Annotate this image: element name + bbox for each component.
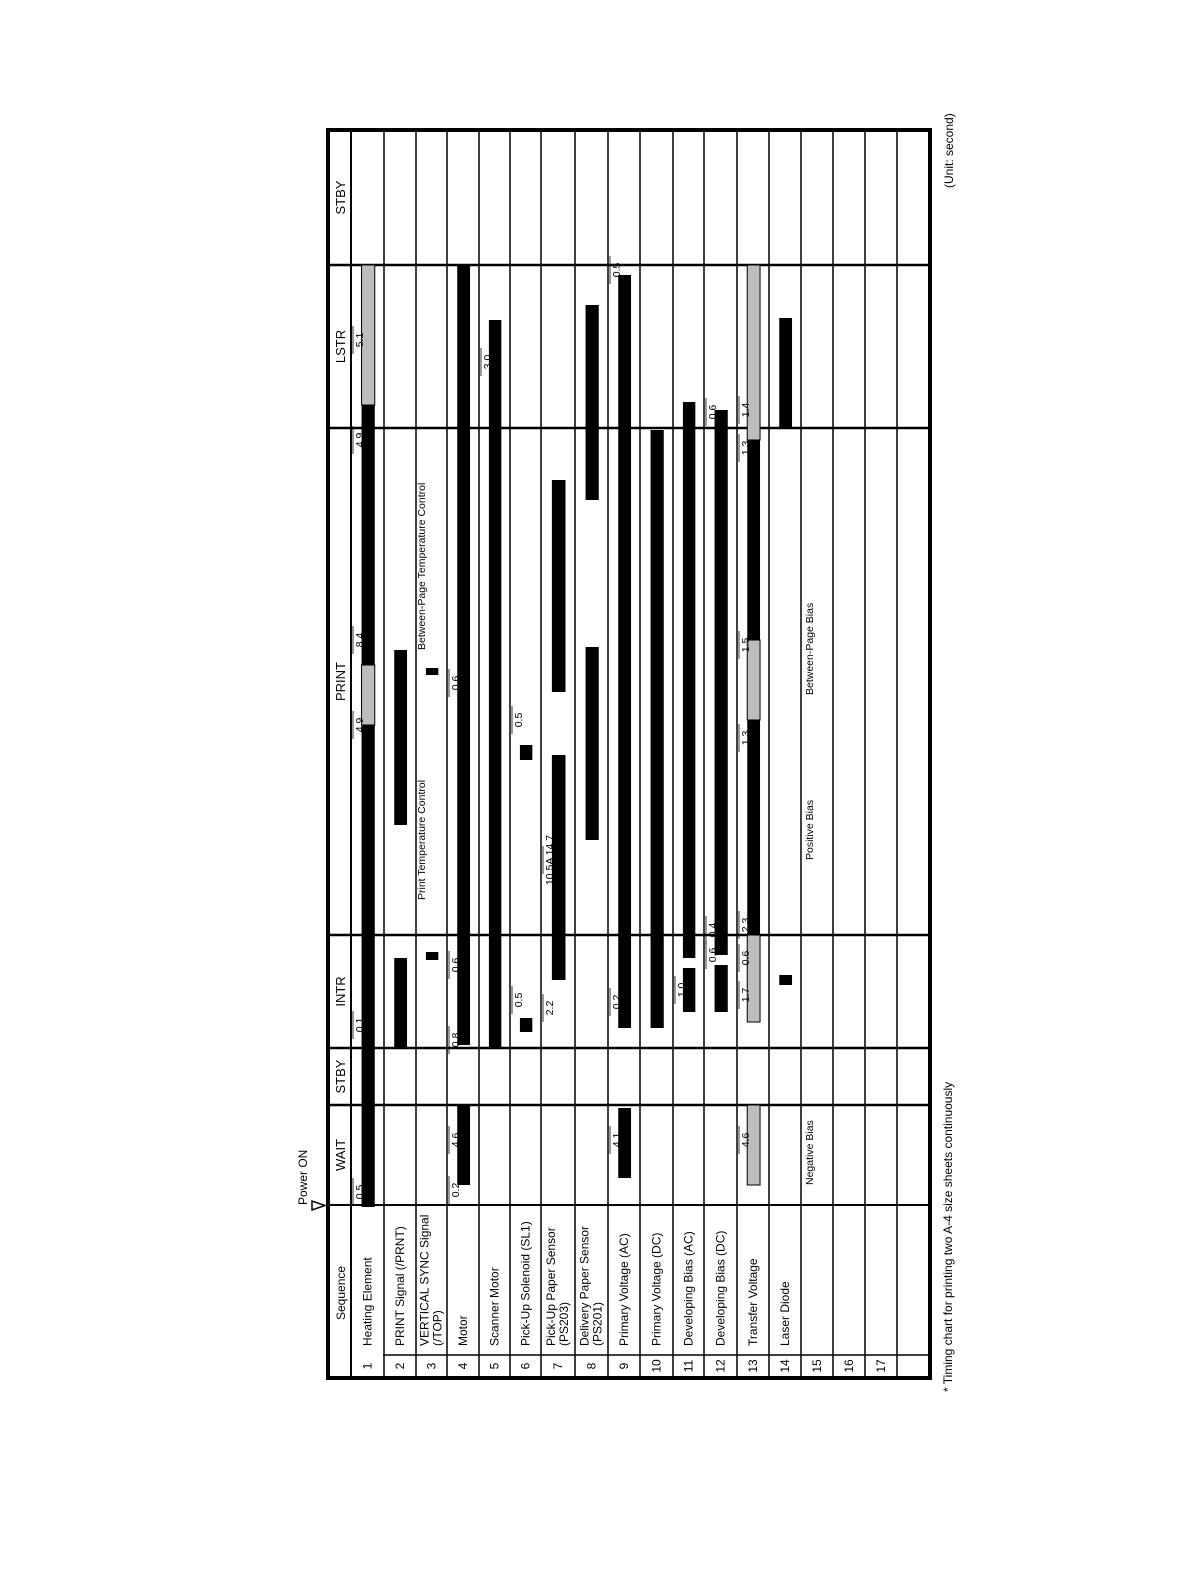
signals-layer — [362, 262, 792, 1207]
signal-bar — [552, 480, 566, 692]
period-label: STBY — [333, 180, 348, 215]
signal-bar — [394, 650, 407, 825]
row-label: Developing Bias (DC) — [713, 1230, 728, 1346]
callout-label: Print Temperature Control — [416, 779, 428, 900]
row-label: VERTICAL SYNC Signal — [417, 1214, 432, 1346]
duration-label: 2.2 — [544, 1000, 556, 1016]
duration-label: 0.6 — [740, 950, 752, 966]
duration-label: 0.1 — [354, 1017, 366, 1033]
duration-label: 4.6 — [450, 1132, 462, 1148]
period-label: WAIT — [333, 1138, 348, 1172]
callout-label: Positive Bias — [804, 799, 816, 860]
row-number: 13 — [746, 1359, 760, 1373]
duration-label: 0.2 — [611, 994, 623, 1010]
power-on-marker — [312, 1201, 325, 1210]
row-number: 9 — [617, 1362, 631, 1370]
unit-label: (Unit: second) — [942, 113, 956, 188]
duration-label: 4.9 — [354, 717, 366, 733]
power-on-label: Power ON — [296, 1149, 310, 1205]
row-number: 11 — [681, 1359, 696, 1373]
period-label: PRINT — [333, 662, 348, 701]
row-label: Pick-Up Solenoid (SL1) — [518, 1221, 533, 1346]
duration-label: 5.1 — [354, 332, 366, 348]
row-label: (PS201) — [590, 1301, 605, 1346]
row-number: 2 — [393, 1362, 407, 1370]
row-number: 12 — [713, 1359, 728, 1373]
duration-label: 10.5A 14.7 — [544, 834, 556, 886]
signal-bar — [651, 430, 664, 1028]
period-label: INTR — [333, 976, 348, 1007]
duration-label: 0.5 — [513, 712, 525, 728]
duration-label: 1.0 — [676, 982, 688, 998]
row-label: Developing Bias (AC) — [681, 1231, 696, 1346]
row-label: Scanner Motor — [487, 1267, 502, 1346]
row-label: Heating Element — [360, 1257, 375, 1346]
duration-label: 4.6 — [740, 1132, 752, 1148]
row-label: Delivery Paper Sensor — [577, 1225, 592, 1346]
duration-label: 0.5 — [354, 1184, 366, 1200]
duration-label: 8.4 — [354, 632, 366, 648]
duration-label: 1.4 — [740, 402, 752, 418]
row-label: Transfer Voltage — [746, 1258, 760, 1346]
duration-label: 1.3 — [740, 440, 752, 456]
row-label: (/TOP) — [430, 1310, 445, 1346]
duration-label: 0.5 — [513, 992, 525, 1008]
period-label: LSTR — [333, 329, 348, 364]
row-label: Primary Voltage (AC) — [617, 1233, 631, 1346]
row-number: 4 — [456, 1362, 470, 1370]
signal-bar — [586, 305, 599, 500]
footnote: * Timing chart for printing two A-4 size sheets continuously — [941, 1081, 955, 1392]
signal-bar — [747, 720, 760, 935]
signal-bar — [715, 965, 728, 1012]
signal-bar — [683, 402, 695, 958]
signal-bar — [362, 665, 375, 725]
duration-label: 0.5 — [611, 262, 623, 278]
row-number: 8 — [584, 1362, 599, 1370]
row-number: 14 — [778, 1359, 792, 1373]
signal-bar — [426, 952, 438, 960]
callout-label: Between-Page Temperature Control — [416, 482, 428, 650]
duration-label: 0.2 — [450, 1182, 462, 1198]
sequence-header: Sequence — [334, 1265, 348, 1320]
signal-bar — [362, 725, 375, 935]
duration-label: 0.6 — [450, 957, 462, 973]
row-number: 16 — [842, 1359, 856, 1373]
row-label: Primary Voltage (DC) — [649, 1232, 664, 1346]
duration-label: 2.3 — [740, 917, 752, 933]
duration-label: 3.0 — [482, 354, 494, 370]
row-label: (PS203) — [557, 1301, 571, 1346]
signal-bar — [394, 958, 407, 1048]
annotations-layer — [353, 256, 816, 1206]
period-label: STBY — [333, 1059, 348, 1094]
signal-bar — [747, 440, 760, 640]
row-label: Laser Diode — [778, 1281, 792, 1346]
row-label: Motor — [456, 1315, 470, 1346]
callout-label: Negative Bias — [804, 1120, 816, 1185]
callout-label: Between-Page Bias — [804, 602, 816, 695]
signal-bar — [586, 647, 599, 840]
signal-bar — [489, 320, 501, 1048]
signal-bar — [426, 668, 438, 675]
duration-label: 4.1 — [611, 1132, 623, 1148]
row-number: 10 — [649, 1359, 664, 1373]
signal-bar — [457, 265, 470, 1035]
row-number: 3 — [424, 1362, 439, 1370]
duration-label: 1.3 — [740, 730, 752, 746]
row-number: 15 — [810, 1359, 824, 1373]
signal-bar — [618, 275, 631, 1028]
duration-label: 1.7 — [740, 987, 752, 1003]
row-number: 5 — [487, 1362, 502, 1370]
row-label: PRINT Signal (/PRNT) — [393, 1226, 407, 1346]
signal-bar — [362, 1045, 375, 1185]
row-number: 7 — [551, 1362, 565, 1370]
signal-bar — [520, 1018, 532, 1032]
duration-label: 1.5 — [740, 637, 752, 653]
duration-label: 0.8 — [450, 1032, 462, 1048]
row-number: 17 — [874, 1359, 888, 1373]
signal-bar — [779, 318, 792, 428]
signal-bar — [779, 975, 792, 985]
duration-label: 0.6 — [450, 675, 462, 691]
row-number: 1 — [360, 1362, 375, 1370]
duration-label: 0.6 — [707, 404, 719, 420]
row-label: Pick-Up Paper Sensor — [544, 1227, 558, 1346]
signal-bar — [715, 410, 728, 955]
duration-label: 0.6 — [707, 947, 719, 963]
row-number: 6 — [518, 1362, 533, 1370]
duration-label: 4.9 — [354, 432, 366, 448]
signal-bar — [747, 935, 760, 1022]
signal-bar — [520, 745, 532, 760]
duration-label: 0.4 — [707, 922, 719, 938]
